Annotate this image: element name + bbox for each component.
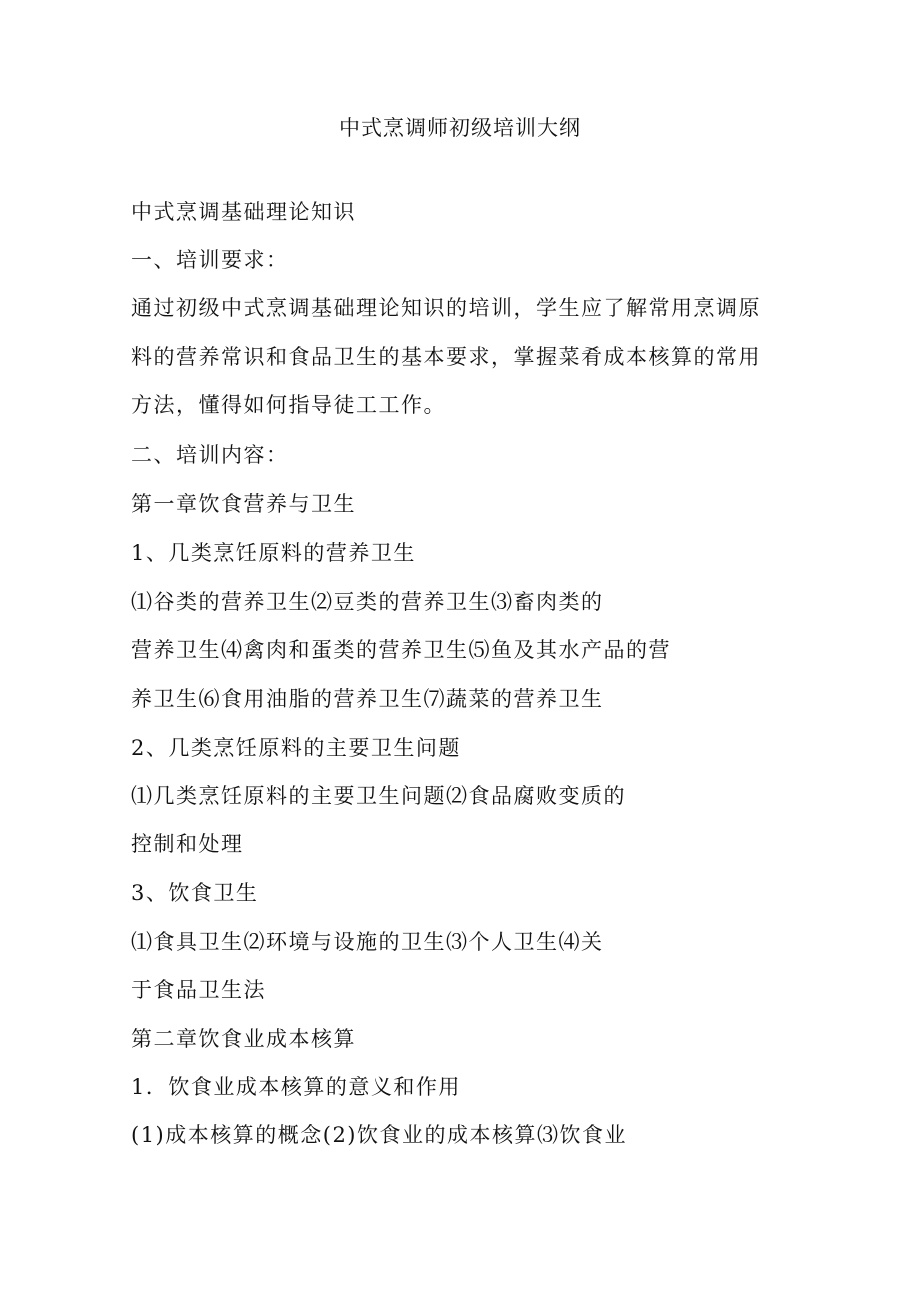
paragraph-line: 控制和处理 [131, 832, 244, 856]
paragraph-line: 方法，懂得如何指导徒工工作。 [131, 393, 446, 417]
item-heading: 3、饮食卫生 [131, 881, 259, 905]
chapter-heading: 第二章饮食业成本核算 [131, 1027, 356, 1051]
paragraph-line: 料的营养常识和食品卫生的基本要求，掌握菜肴成本核算的常用 [131, 345, 761, 369]
item-heading: 2、几类烹饪原料的主要卫生问题 [131, 736, 461, 760]
paragraph-line: 通过初级中式烹调基础理论知识的培训，学生应了解常用烹调原 [131, 296, 761, 320]
item-heading: 1、几类烹饪原料的营养卫生 [131, 541, 416, 565]
paragraph-line: ⑴几类烹饪原料的主要卫生问题⑵食品腐败变质的 [131, 784, 626, 808]
paragraph-line: ⑴谷类的营养卫生⑵豆类的营养卫生⑶畜肉类的 [131, 590, 604, 614]
document-title: 中式烹调师初级培训大纲 [339, 116, 581, 140]
item-heading: 1．饮食业成本核算的意义和作用 [131, 1075, 461, 1099]
subsection-heading: 一、培训要求： [131, 248, 289, 272]
chapter-heading: 第一章饮食营养与卫生 [131, 492, 356, 516]
paragraph-line: 于食品卫生法 [131, 978, 266, 1002]
section-heading: 中式烹调基础理论知识 [131, 200, 356, 224]
paragraph-line: ⑴食具卫生⑵环境与设施的卫生⑶个人卫生⑷关 [131, 930, 604, 954]
subsection-heading: 二、培训内容： [131, 443, 289, 467]
paragraph-line: 养卫生⑹食用油脂的营养卫生⑺蔬菜的营养卫生 [131, 687, 604, 711]
paragraph-line: (1)成本核算的概念(2)饮食业的成本核算⑶饮食业 [131, 1123, 627, 1147]
paragraph-line: 营养卫生⑷禽肉和蛋类的营养卫生⑸鱼及其水产品的营 [131, 638, 671, 662]
